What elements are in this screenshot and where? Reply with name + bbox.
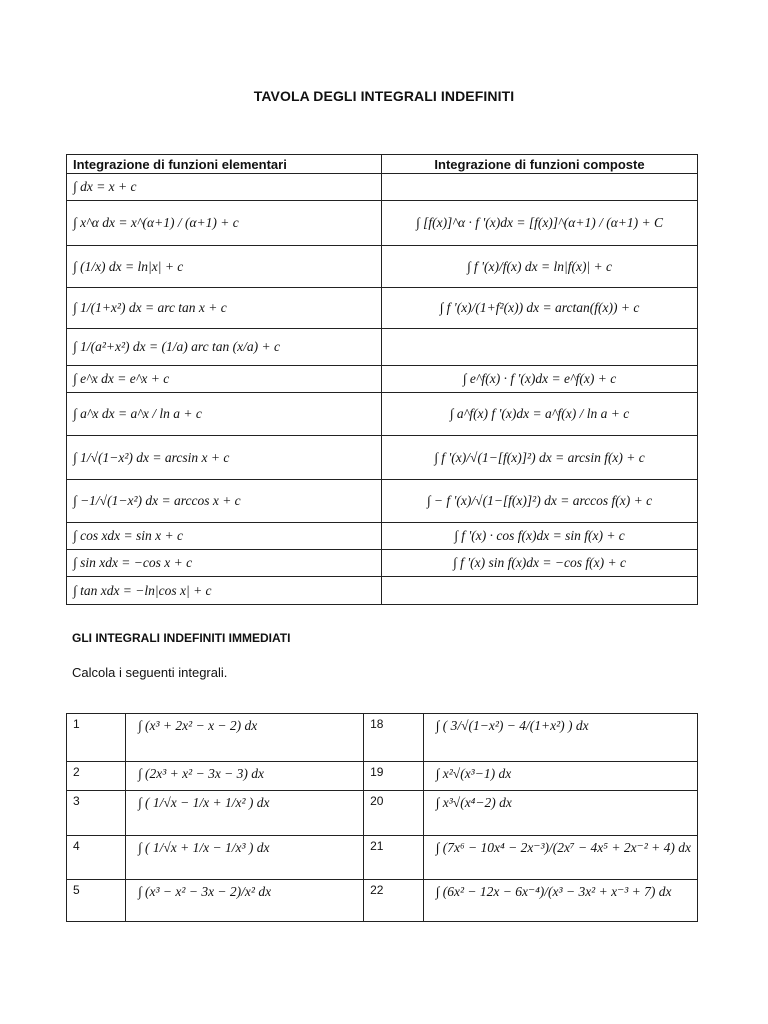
- table-row: [67, 880, 698, 922]
- formula-elementary: ∫ −1/√(1−x²) dx = arccos x + c: [73, 493, 241, 508]
- exercise-number: 19: [364, 762, 424, 791]
- table-row: [67, 577, 698, 605]
- exercise-formula: ∫ (6x² − 12x − 6x⁻⁴)/(x³ − 3x² + x⁻³ + 7) dx: [435, 884, 672, 899]
- exercise-formula: ∫ ( 1/√x − 1/x + 1/x² ) dx: [137, 795, 270, 810]
- formula-elementary: ∫ sin xdx = −cos x + c: [73, 555, 193, 570]
- formula-composite: ∫ e^f(x) · f '(x)dx = e^f(x) + c: [462, 371, 617, 386]
- table-row: [67, 836, 698, 880]
- exercise-number: 3: [67, 791, 126, 836]
- formula-composite: ∫ f '(x)/f(x) dx = ln|f(x)| + c: [466, 258, 613, 274]
- formula-composite: ∫ f '(x) sin f(x)dx = −cos f(x) + c: [453, 555, 626, 570]
- exercise-number: 2: [67, 762, 126, 791]
- exercise-number: 1: [67, 714, 126, 762]
- exercise-formula: ∫ ( 3/√(1−x²) − 4/(1+x²) ) dx: [435, 718, 589, 733]
- exercise-number: 4: [67, 836, 126, 880]
- exercise-formula: ∫ (x³ + 2x² − x − 2) dx: [137, 718, 258, 733]
- table-row: [67, 329, 698, 366]
- formula-elementary: ∫ x^α dx = x^(α+1) / (α+1) + c: [73, 215, 239, 230]
- formula-elementary: ∫ e^x dx = e^x + c: [73, 371, 170, 386]
- exercise-formula: ∫ (x³ − x² − 3x − 2)/x² dx: [137, 884, 272, 899]
- header-elementary: Integrazione di funzioni elementari: [67, 155, 382, 174]
- header-composite: Integrazione di funzioni composte: [382, 155, 698, 174]
- formula-composite: ∫ a^f(x) f '(x)dx = a^f(x) / ln a + c: [449, 406, 630, 421]
- exercise-number: 22: [364, 880, 424, 922]
- section-title: GLI INTEGRALI INDEFINITI IMMEDIATI: [72, 631, 291, 645]
- table-row: [67, 714, 698, 762]
- formula-composite: ∫ − f '(x)/√(1−[f(x)]²) dx = arccos f(x) + c: [426, 493, 653, 508]
- formula-composite: ∫ f '(x)/(1+f²(x)) dx = arctan(f(x)) + c: [439, 300, 640, 315]
- table-row: [67, 246, 698, 288]
- exercise-number: 21: [364, 836, 424, 880]
- exercise-formula: ∫ x³√(x⁴−2) dx: [435, 795, 512, 810]
- formula-elementary: ∫ tan xdx = −ln|cos x| + c: [73, 582, 212, 598]
- table-row: [67, 436, 698, 480]
- table-row: [67, 480, 698, 523]
- formula-elementary: ∫ dx = x + c: [73, 179, 137, 194]
- exercise-number: 5: [67, 880, 126, 922]
- table-header-row: [67, 155, 698, 174]
- exercise-number: 20: [364, 791, 424, 836]
- formula-elementary: ∫ cos xdx = sin x + c: [73, 528, 184, 543]
- exercise-number: 18: [364, 714, 424, 762]
- table-row: [67, 288, 698, 329]
- table-row: [67, 550, 698, 577]
- exercise-formula: ∫ (2x³ + x² − 3x − 3) dx: [137, 766, 265, 781]
- table-row: [67, 393, 698, 436]
- formula-composite: ∫ f '(x) · cos f(x)dx = sin f(x) + c: [454, 528, 625, 543]
- exercise-formula: ∫ ( 1/√x + 1/x − 1/x³ ) dx: [137, 840, 270, 855]
- table-row: [67, 523, 698, 550]
- table-row: [67, 366, 698, 393]
- formula-elementary: ∫ 1/√(1−x²) dx = arcsin x + c: [73, 449, 230, 465]
- formula-elementary: ∫ a^x dx = a^x / ln a + c: [73, 406, 202, 421]
- formula-composite: ∫ f '(x)/√(1−[f(x)]²) dx = arcsin f(x) + c: [434, 449, 645, 465]
- page-title: TAVOLA DEGLI INTEGRALI INDEFINITI: [253, 88, 515, 104]
- table-row: [67, 762, 698, 791]
- table-row: [67, 791, 698, 836]
- exercise-formula: ∫ x²√(x³−1) dx: [435, 766, 512, 781]
- formula-composite: ∫ [f(x)]^α · f '(x)dx = [f(x)]^(α+1) / (α+1) + C: [416, 215, 663, 230]
- formula-elementary: ∫ 1/(1+x²) dx = arc tan x + c: [73, 300, 227, 315]
- exercise-formula: ∫ (7x⁶ − 10x⁴ − 2x⁻³)/(2x⁷ − 4x⁵ + 2x⁻² + 4) dx: [435, 840, 691, 855]
- formula-elementary: ∫ 1/(a²+x²) dx = (1/a) arc tan (x/a) + c: [73, 339, 280, 354]
- table-row: [67, 174, 698, 201]
- formula-elementary: ∫ (1/x) dx = ln|x| + c: [73, 258, 184, 274]
- table-row: [67, 201, 698, 246]
- instruction-text: Calcola i seguenti integrali.: [72, 665, 228, 680]
- exercises-table: [66, 713, 698, 922]
- integrals-table: [66, 154, 698, 605]
